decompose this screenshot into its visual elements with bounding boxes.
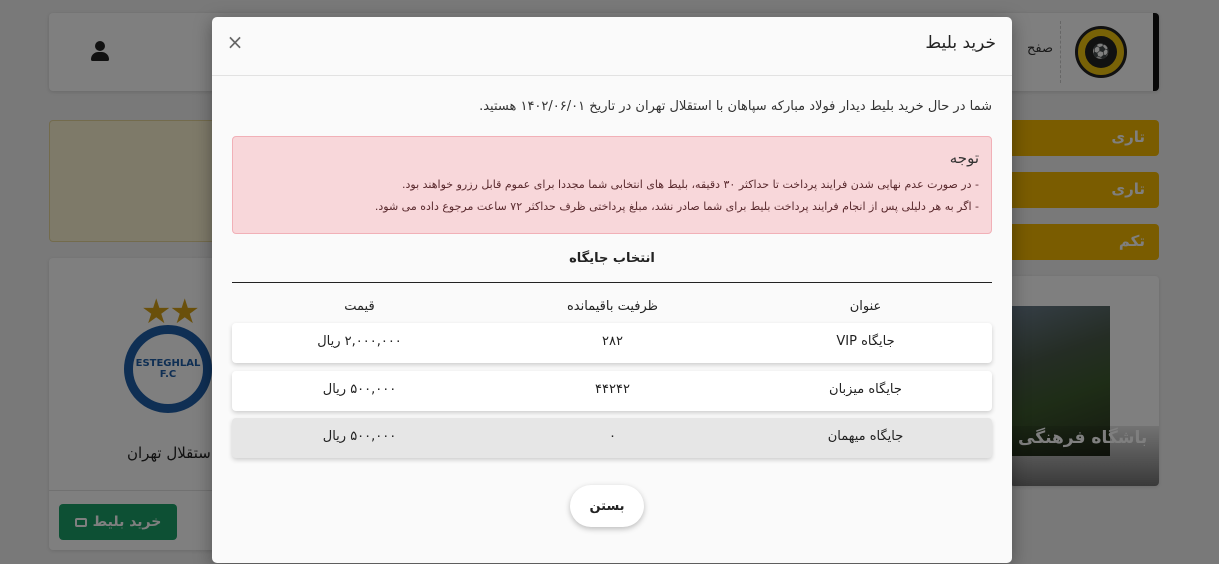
seat-title: جایگاه VIP	[836, 334, 895, 349]
header-price: قیمت	[344, 299, 375, 314]
intro-text: شما در حال خرید بلیط دیدار فولاد مبارکه سپاهان با استقلال تهران در تاریخ ۱۴۰۲/۰۶/۰۱ هستید.	[479, 99, 992, 114]
section-divider	[232, 282, 992, 283]
modal-title: خرید بلیط	[925, 33, 996, 53]
header-title: عنوان	[849, 299, 882, 314]
alert-line-2: - اگر به هر دلیلی پس از انجام فرایند پرداخت بلیط برای شما صادر نشد، مبلغ پرداختی ظرف حداکثر ۷۲ ساعت مرجوع داده می شود.	[374, 200, 979, 213]
seat-title: جایگاه میزبان	[829, 382, 902, 397]
seat-row-vip[interactable]	[232, 323, 992, 363]
seat-capacity: ۲۸۲	[602, 334, 623, 349]
seat-price: ۵۰۰,۰۰۰ ریال	[322, 429, 397, 444]
close-button[interactable]: بستن	[570, 485, 644, 527]
alert-line-1: - در صورت عدم نهایی شدن فرایند پرداخت تا حداکثر ۳۰ دقیقه، بلیط های انتخابی شما مجددا برای عموم قابل رزرو خواهند بود.	[402, 178, 979, 191]
seat-price: ۲,۰۰۰,۰۰۰ ریال	[317, 334, 402, 349]
warning-alert	[232, 136, 992, 234]
alert-title: توجه	[949, 149, 979, 167]
table-header	[232, 299, 992, 321]
seat-capacity: ۴۴۲۴۲	[595, 382, 630, 397]
header-capacity: ظرفیت باقیمانده	[567, 299, 658, 314]
modal-header	[212, 17, 1012, 76]
close-icon[interactable]: ×	[226, 30, 244, 54]
buy-ticket-modal	[212, 17, 1012, 563]
section-title: انتخاب جایگاه	[569, 251, 655, 266]
seat-row-guest[interactable]	[232, 418, 992, 458]
seat-row-host[interactable]	[232, 371, 992, 411]
seat-price: ۵۰۰,۰۰۰ ریال	[322, 382, 397, 397]
seat-capacity: ۰	[609, 429, 616, 444]
seat-title: جایگاه میهمان	[827, 429, 904, 444]
